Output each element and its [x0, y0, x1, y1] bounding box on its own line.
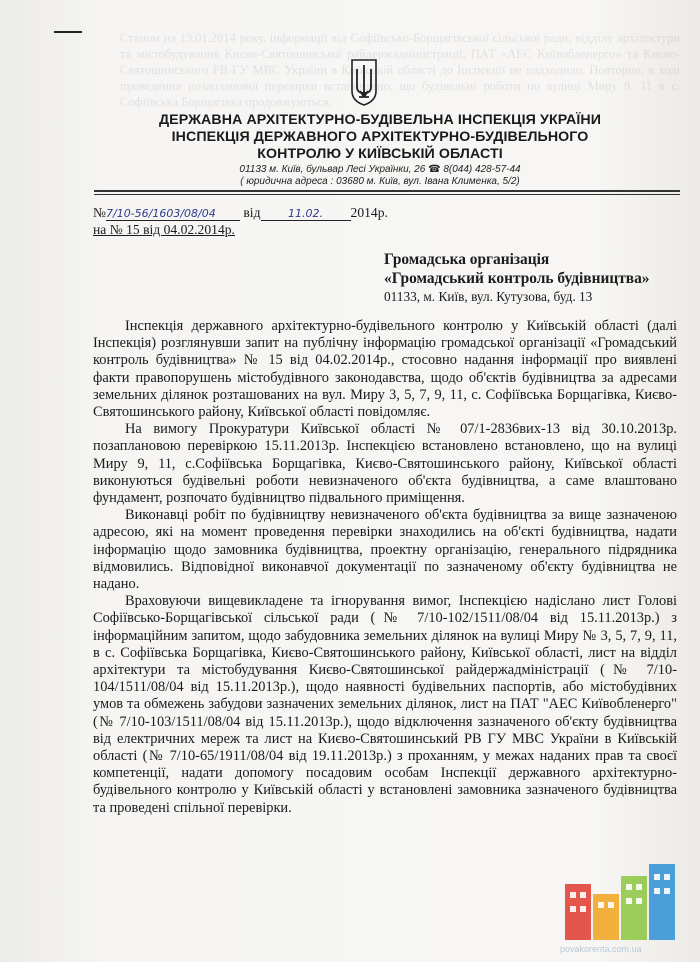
header-address: 01133 м. Київ, бульвар Лесі Українки, 26 ☎ 8(044) 428-57-44 [239, 164, 521, 175]
header-rule-thick [94, 190, 680, 192]
recipient-address: 01133, м. Київ, вул. Кутузова, буд. 13 [384, 289, 593, 304]
ref-year: 2014р. [350, 205, 388, 220]
paragraph: На вимогу Прокуратури Київської області № 07/1-2836вих-13 від 30.10.2013р. позаплановою перевіркою 15.11.2013р. Інспекцією встановлено встановлено, що на вулиці Миру 9, 11, с.Софіївська Борщагівка, Києво-Святошинського району, Київської області виконуються будівельні роботи невизначеного об'єкта будівництва, а саме влаштовано фундамент, розпочато будівництво підвального приміщення. [93, 421, 677, 507]
ref-date-label: від [243, 205, 261, 220]
recipient-block [384, 250, 649, 305]
ref-date-handwritten: 11.02. [261, 207, 351, 221]
header-legal-address: ( юридична адреса : 03680 м. Київ, вул. Івана Клименка, 5/2) [240, 176, 520, 187]
reply-reference: на № 15 від 04.02.2014р. [93, 222, 235, 237]
header-inspection: ІНСПЕКЦІЯ ДЕРЖАВНОГО АРХІТЕКТУРНО-БУДІВЕЛЬНОГО [171, 129, 589, 145]
watermark-logo-icon [563, 862, 683, 952]
bleed-through-text: Станом на 13.01.2014 року, інформації від Софіївсько-Борщагівської сільської ради, відділу архітектури та містобудування Києво-Святошинської райдержадміністрації, ПАТ «АЕС Київобленерго» та Києво-Святошинського РВ ГУ МВС України в Київській області до Інспекції не надходило. Повторно, в ході проведення позапланової перевірки встановлено, що будівельні роботи по вулиці Миру 9, 11 в с. Софіївська Борщагівка продовжуються. [120, 31, 680, 109]
outgoing-reference [93, 205, 388, 221]
paragraph: Виконавці робіт по будівництву невизначеного об'єкта будівництва за вище зазначеною адресою, які на момент проведення перевірки знаходились на об'єкті будівництва, надати інформацію щодо замовника будівництва, проектну організацію, генерального підрядника відмовились. Відповідної виконавчої документації по зазначеному об'єкту будівництва не надано. [93, 507, 677, 593]
paragraph: Враховуючи вищевикладене та ігнорування вимог, Інспекцією надіслано лист Голові Софіївсько-Борщагівської сільської ради (№ 7/10-102/1511/08/04 від 15.11.2013р.) з інформаційним запитом, щодо забудовника земельних ділянок на вулиці Миру № 3, 5, 7, 9, 11, в с. Софіївська Борщагівка, Києво-Святошинського району, Київської області, лист на відділ архітектури та містобудування Києво-Святошинської райдержадміністрації (№ 7/10-104/1511/08/04 від 15.11.2013р.), щодо наявності будівельних паспортів, або містобудівних умов та обмежень забудови зазначених земельних ділянок, лист на ПАТ "АЕС Київобленерго" (№ 7/10-103/1511/08/04 від 15.11.2013р.), щодо відключення зазначеного об'єкту будівництва від електричних мереж та лист на Києво-Святошинський РВ ГУ МВС України в Київській області (№ 7/10-65/1911/08/04 від 19.11.2013р.) з проханням, у межах наданих прав та своєї компетенції, надати допомогу посадовим особам Інспекції державного архітектурно-будівельного контролю у Київській області у встановлені замовника зазначеного будівництва та проведені спільної перевірки. [93, 593, 677, 816]
recipient-org-type: Громадська організація [384, 251, 550, 268]
header-region: КОНТРОЛЮ У КИЇВСЬКІЙ ОБЛАСТІ [257, 146, 503, 162]
watermark-site-text: povakorenta.com.ua [560, 944, 642, 954]
corner-mark [54, 31, 82, 33]
trident-emblem-icon [349, 57, 379, 107]
letter-body [93, 318, 677, 817]
ref-number-prefix: № [93, 205, 106, 220]
ref-number-handwritten: 7/10-56/1603/08/04 [106, 207, 240, 221]
paragraph: Інспекція державного архітектурно-будівельного контролю у Київській області (далі Інспекція) розглянувши запит на публічну інформацію громадської організації «Громадський контроль будівництва» № 15 від 04.02.2014р., стосовно надання інформації про виявлені факти правопорушень містобудівного законодавства, щодо об'єктів будівництва за адресами земельних ділянок розташованих на вул. Миру 3, 5, 7, 9, 11, с. Софіївська Борщагівка, Києво-Святошинського району, Київської області повідомляє. [93, 318, 677, 421]
header-rule-thin [94, 194, 680, 195]
recipient-org-name: «Громадський контроль будівництва» [384, 270, 650, 287]
header-agency: ДЕРЖАВНА АРХІТЕКТУРНО-БУДІВЕЛЬНА ІНСПЕКЦІЯ УКРАЇНИ [158, 112, 602, 128]
